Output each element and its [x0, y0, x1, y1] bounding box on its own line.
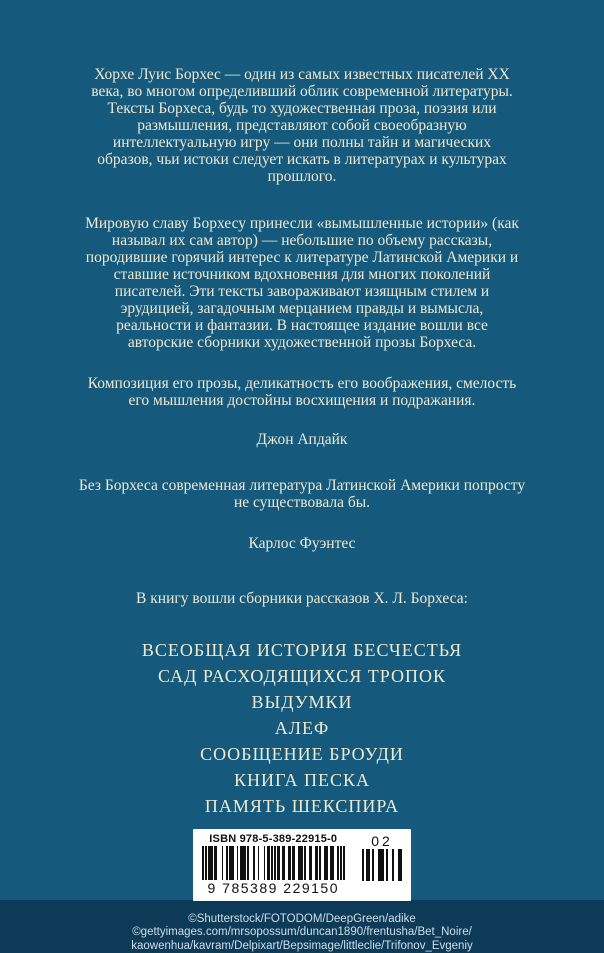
barcode-panel	[193, 829, 411, 901]
photo-credits	[22, 913, 582, 953]
collection-title: ВЫДУМКИ	[42, 689, 562, 715]
collection-title: ВСЕОБЩАЯ ИСТОРИЯ БЕСЧЕСТЬЯ	[42, 637, 562, 663]
collection-title: СООБЩЕНИЕ БРОУДИ	[42, 741, 562, 767]
ean13-digits: 9 785389 229150	[208, 880, 340, 896]
credits-line: kaowenhua/kavram/Delpixart/Bepsimage/littleclie/Trifonov_Evgeniy	[22, 940, 582, 953]
about-paragraph-1: Хорхе Луис Борхес — один из самых известных писателей XX века, во многом определивший облик современной литературы. Тексты Борхеса, будь то художественная проза, поэзия или размышления, представляют собой своеобразную интеллектуальную игру — они полны тайн и магических образов, чьи истоки следует искать в литературах и культурах прошлого.	[84, 66, 520, 185]
collection-title: КНИГА ПЕСКА	[42, 767, 562, 793]
credits-line: ©gettyimages.com/mrsopossum/duncan1890/frentusha/Bet_Noire/	[22, 926, 582, 940]
ean2-addon-block	[362, 833, 402, 896]
quote-fuentes-author: Карлос Фуэнтес	[248, 534, 355, 554]
addon-number: 02	[371, 834, 393, 849]
collection-title: ПАМЯТЬ ШЕКСПИРА	[42, 793, 562, 819]
about-paragraph-2: Мировую славу Борхесу принесли «вымышленные истории» (как называл их сам автор) — небольшие по объему рассказы, породившие горячий интерес к литературе Латинской Америки и ставшие источником вдохновения для многих поколений писателей. Эти тексты завораживают изящным стилем и эрудицией, загадочным мерцанием правды и вымысла, реальности и фантазии. В настоящее издание вошли все авторские сборники художественной прозы Борхеса.	[84, 215, 520, 351]
ean2-barcode	[362, 849, 402, 881]
quote-fuentes-text: Без Борхеса современная литература Латинской Америки попросту не существовала бы.	[77, 477, 527, 511]
collection-intro: В книгу вошли сборники рассказов Х. Л. Борхеса:	[72, 589, 532, 609]
collection-title-list	[42, 637, 562, 819]
ean13-barcode-block	[202, 833, 345, 896]
isbn-label: ISBN 978-5-389-22915-0	[209, 833, 337, 846]
credits-line: ©Shutterstock/FOTODOM/DeepGreen/adike	[22, 913, 582, 927]
collection-title: САД РАСХОДЯЩИХСЯ ТРОПОК	[42, 663, 562, 689]
quote-updike-author: Джон Апдайк	[257, 430, 348, 450]
ean13-barcode	[202, 846, 345, 880]
collection-title: АЛЕФ	[42, 715, 562, 741]
quote-updike-text: Композиция его прозы, деликатность его воображения, смелость его мышления достойны восхищения и подражания.	[77, 375, 527, 409]
